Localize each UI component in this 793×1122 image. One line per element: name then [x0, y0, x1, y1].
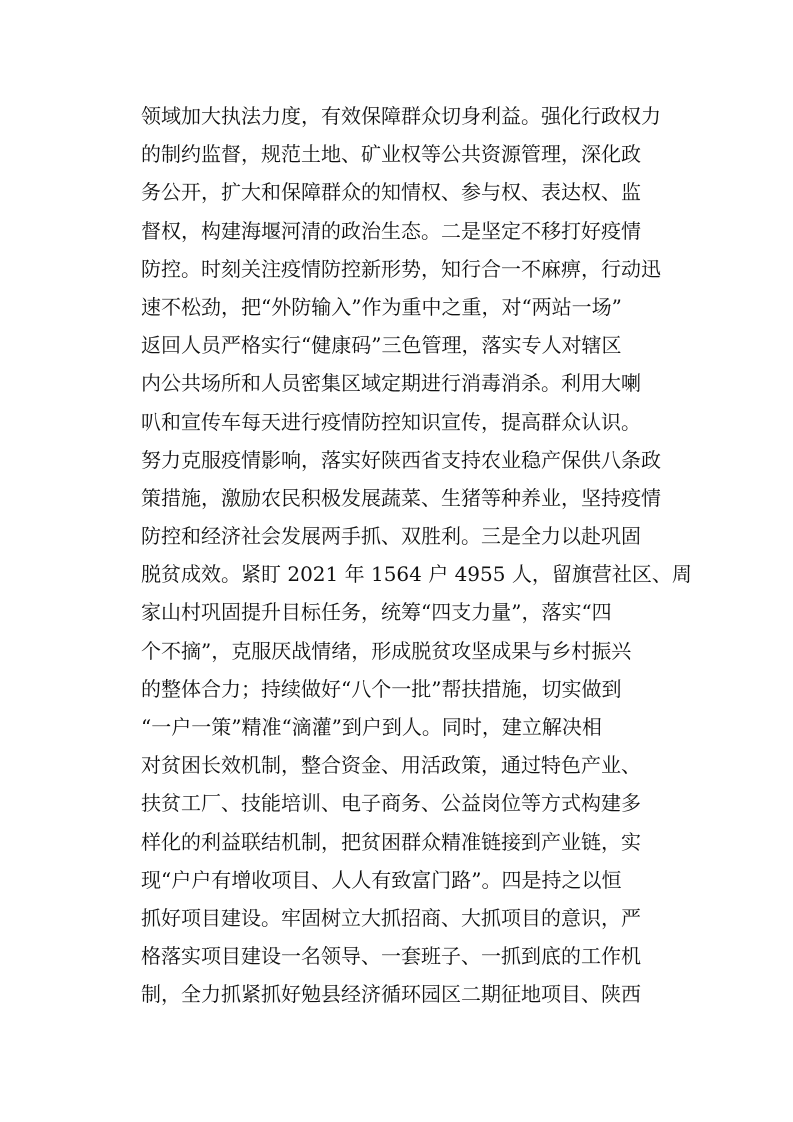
text-line: 样化的利益联结机制，把贫困群众精准链接到产业链，实: [141, 829, 641, 854]
text-line: 速不松劲，把“外防输入”作为重中之重，对“两站一场”: [141, 294, 622, 319]
text-line: 督权，构建海堰河清的政治生态。二是坚定不移打好疫情: [141, 218, 641, 243]
text-line: 抓好项目建设。牢固树立大抓招商、大抓项目的意识，严: [141, 905, 641, 930]
text-line: 制，全力抓紧抓好勉县经济循环园区二期征地项目、陕西: [141, 982, 641, 1007]
text-line: “一户一策”精准“滴灌”到户到人。同时，建立解决相: [141, 715, 602, 739]
text-line: 脱贫成效。紧盯 2021 年 1564 户 4955 人，留旗营社区、周: [141, 562, 692, 587]
text-line: 叭和宣传车每天进行疫情防控知识宣传，提高群众认识。: [141, 409, 641, 434]
text-line: 格落实项目建设一名领导、一套班子、一抓到底的工作机: [141, 944, 641, 969]
text-line: 现“户户有增收项目、人人有致富门路”。四是持之以恒: [141, 867, 622, 892]
body-text: [141, 97, 692, 1014]
text-line: 防控和经济社会发展两手抓、双胜利。三是全力以赴巩固: [141, 524, 641, 549]
text-line: 个不摘”，克服厌战情绪，形成脱贫攻坚成果与乡村振兴: [141, 638, 632, 663]
text-line: 务公开，扩大和保障群众的知情权、参与权、表达权、监: [141, 180, 641, 205]
text-line: 努力克服疫情影响，落实好陕西省支持农业稳产保供八条政: [141, 447, 661, 472]
text-line: 的整体合力；持续做好“八个一批”帮扶措施，切实做到: [141, 676, 622, 701]
text-line: 返回人员严格实行“健康码”三色管理，落实专人对辖区: [141, 333, 622, 358]
text-line: 策措施，激励农民积极发展蔬菜、生猪等种养业，坚持疫情: [141, 485, 661, 510]
text-line: 对贫困长效机制，整合资金、用活政策，通过特色产业、: [141, 753, 641, 778]
text-line: 扶贫工厂、技能培训、电子商务、公益岗位等方式构建多: [141, 791, 641, 816]
text-line: 的制约监督，规范土地、矿业权等公共资源管理，深化政: [141, 142, 641, 167]
text-line: 家山村巩固提升目标任务，统筹“四支力量”，落实“四: [141, 600, 612, 625]
text-line: 防控。时刻关注疫情防控新形势，知行合一不麻痹，行动迅: [141, 256, 661, 281]
text-line: 领域加大执法力度，有效保障群众切身利益。强化行政权力: [141, 104, 661, 128]
text-line: 内公共场所和人员密集区域定期进行消毒消杀。利用大喇: [141, 371, 641, 396]
